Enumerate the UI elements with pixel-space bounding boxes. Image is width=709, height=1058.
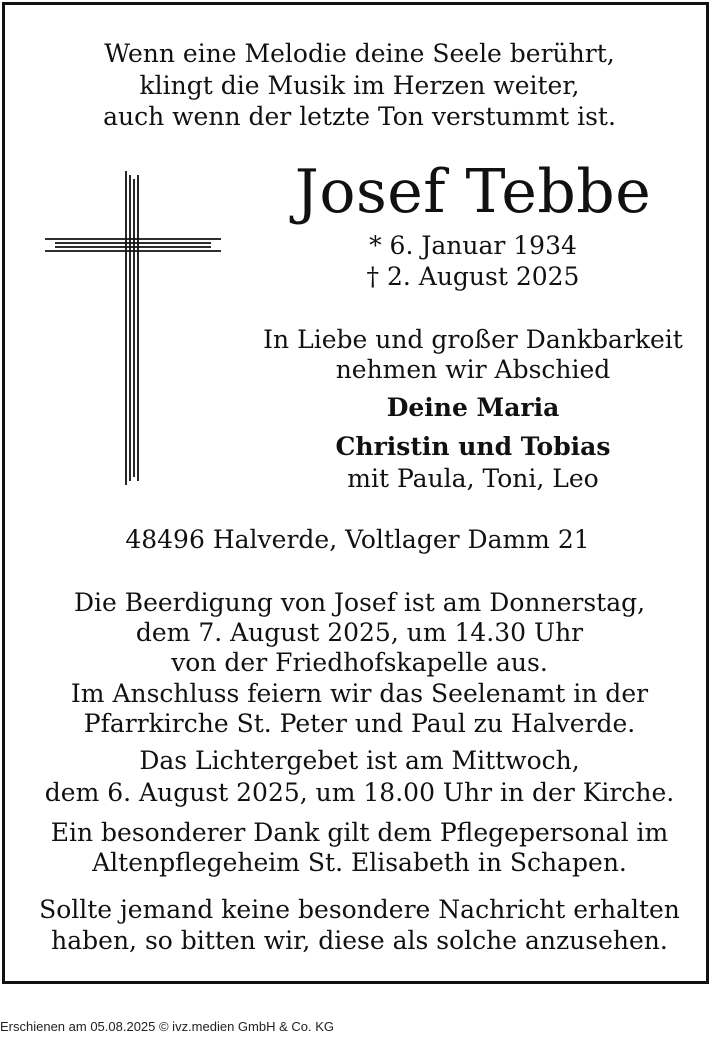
mourner-line-3: mit Paula, Toni, Leo	[347, 464, 599, 493]
poem-line-2: klingt die Musik im Herzen weiter,	[139, 71, 580, 100]
cross-icon	[43, 171, 223, 485]
notice-line-1: Sollte jemand keine besondere Nachricht erhalten	[39, 895, 680, 924]
thanks-line-1: Ein besonderer Dank gilt dem Pflegepersonal im	[50, 818, 669, 847]
funeral-line-1: Die Beerdigung von Josef ist am Donnerstag,	[73, 588, 646, 617]
poem-line-3: auch wenn der letzte Ton verstummt ist.	[103, 102, 616, 131]
prayer-line-1: Das Lichtergebet ist am Mittwoch,	[139, 746, 580, 775]
thanks-line-2: Altenpflegeheim St. Elisabeth in Schapen.	[92, 848, 627, 877]
mourner-line-1: Deine Maria	[386, 393, 560, 422]
funeral-line-4: Im Anschluss feiern wir das Seelenamt in der	[70, 679, 649, 708]
funeral-line-5: Pfarrkirche St. Peter und Paul zu Halverde.	[83, 709, 636, 738]
publication-footer: Erschienen am 05.08.2025 © ivz.medien GmbH & Co. KG	[0, 1019, 335, 1034]
deceased-name: Josef Tebbe	[294, 157, 652, 227]
obituary-frame	[2, 2, 709, 984]
funeral-line-3: von der Friedhofskapelle aus.	[171, 648, 548, 677]
poem-line-1: Wenn eine Melodie deine Seele berührt,	[104, 39, 615, 68]
funeral-line-2: dem 7. August 2025, um 14.30 Uhr	[135, 618, 584, 647]
farewell-line-1: In Liebe und großer Dankbarkeit	[263, 325, 683, 354]
address: 48496 Halverde, Voltlager Damm 21	[125, 525, 590, 554]
mourner-line-2: Christin und Tobias	[335, 432, 611, 461]
notice-line-2: haben, so bitten wir, diese als solche anzusehen.	[51, 926, 668, 955]
birth-date: * 6. Januar 1934	[369, 231, 577, 260]
prayer-line-2: dem 6. August 2025, um 18.00 Uhr in der Kirche.	[44, 778, 675, 807]
death-date: † 2. August 2025	[366, 262, 580, 291]
farewell-line-2: nehmen wir Abschied	[335, 355, 611, 384]
